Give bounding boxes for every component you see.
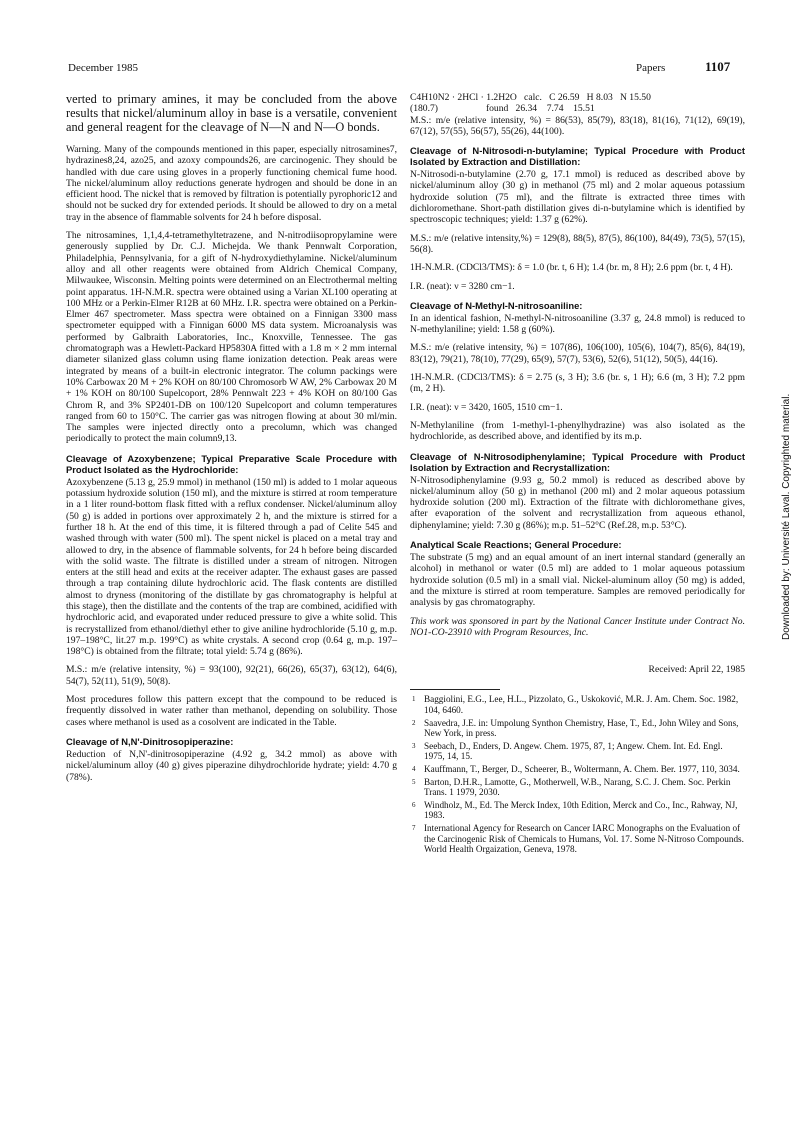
formula-line-calc: C4H10N2 · 2HCl · 1.2H2O calc. C 26.59 H 8.03 N 15.50 [410,92,651,103]
methylaniline-nmr: 1H-N.M.R. (CDCl3/TMS): δ = 2.75 (s, 3 H); 3.6 (br. s, 1 H); 6.6 (m, 3 H); 7.2 ppm (m, 2 H). [410,372,745,395]
footnote-number: 6 [412,800,416,809]
diphenylamine-heading: Cleavage of N-Nitrosodiphenylamine; Typical Procedure with Product Isolation by Extraction and Recrystallization: [410,450,745,473]
methylaniline-ir: I.R. (neat): ν = 3420, 1605, 1510 cm−1. [410,401,563,413]
methylaniline-heading: Cleavage of N-Methyl-N-nitrosoaniline: [410,299,583,311]
footnote-text: Barton, D.H.R., Lamotte, G., Motherwell, W.B., Narang, S.C. J. Chem. Soc. Perkin Trans. 1 1979, 2030. [424,776,731,798]
azoxy-heading: Cleavage of Azoxybenzene; Typical Preparative Scale Procedure with Product Isolated as the Hydrochloride: [66,452,397,475]
analytical-procedure: The substrate (5 mg) and an equal amount of an inert internal standard (generally an alcohol) in methanol or water (0.5 ml) are added to 1 molar aqueous potassium hydroxide solution (0.5 ml) in a small vial. Nickel-aluminum alloy (50 mg) is added, and the mixture is stirred at room temperature. Samples are removed periodically for analysis by gas chromatography. [410,552,745,609]
footnote [410,777,745,798]
header-date: December 1985 [68,62,138,74]
butylamine-ir: I.R. (neat): ν = 3280 cm−1. [410,280,515,292]
footnote [410,764,745,775]
footnote-number: 2 [412,718,416,727]
footnote-number: 5 [412,777,416,786]
intro-paragraph: verted to primary amines, it may be concluded from the above results that nickel/aluminum alloy in base is a versatile, convenient and general reagent for the cleavage of N—N and N—O bonds. [66,92,397,134]
acknowledgement: This work was sponsored in part by the National Cancer Institute under Contract No. NO1-CO-23910 with Program Resources, Inc. [410,615,745,638]
butylamine-heading: Cleavage of N-Nitrosodi-n-butylamine; Typical Procedure with Product Isolated by Extraction and Distillation: [410,145,745,168]
footnote-text: International Agency for Research on Cancer IARC Monographs on the Evaluation of the Carcinogenic Risk of Chemicals to Humans, Vol. 17. Some N-Nitroso Compounds. World Health Orgaization, Geneva, 1978. [424,822,744,855]
footnote [410,694,745,715]
piperazine-ms: M.S.: m/e (relative intensity, %) = 86(53), 85(79), 83(18), 81(16), 71(12), 69(19), 67(12), 57(55), 56(57), 55(26), 44(100). [410,114,745,137]
butylamine-ms: M.S.: m/e (relative intensity,%) = 129(8), 88(5), 87(5), 86(100), 84(49), 73(5), 57(15), 56(8). [410,232,745,255]
methylaniline-ms: M.S.: m/e (relative intensity, %) = 107(86), 106(100), 105(6), 104(7), 85(6), 84(19), 83(12), 79(21), 78(10), 77(29), 65(9), 57(7), 53(6), 52(6), 51(12), 50(5), 44(16). [410,342,745,365]
footnote [410,741,745,762]
footnote-number: 7 [412,823,416,832]
methylaniline-procedure: In an identical fashion, N-methyl-N-nitrosoaniline (3.37 g, 24.8 mmol) is reduced to N-methylaniline; yield: 1.58 g (60%). [410,312,745,336]
page-number: 1107 [705,59,731,74]
analytical-heading: Analytical Scale Reactions; General Procedure: [410,539,622,551]
footnote [410,800,745,821]
footnote-number: 4 [412,764,416,773]
received-date: Received: April 22, 1985 [648,664,745,676]
download-notice: Downloaded by: Université Laval. Copyrighted material. [781,393,792,640]
diphenylamine-procedure: N-Nitrosodiphenylamine (9.93 g, 50.2 mmol) is reduced as described above by nickel/aluminum alloy (50 g) in methanol (200 ml) and 2 molar aqueous potassium hydroxide solution (200 ml). Extraction of the filtrate with dichloromethane gives, after evaporation of the solvent and recrystallization from aqueous ethanol, diphenylamine; yield: 7.30 g (86%); m.p. 51–52°C (Ref.28, m.p. 53°C). [410,474,745,531]
materials-paragraph: The nitrosamines, 1,1,4,4-tetramethyltetrazene, and N-nitrodiisopropylamine were generously supplied by Dr. C.J. Michejda. We thank Pennwalt Corporation, Philadelphia, Pennsylvania, for a gift of N-hydroxydiethylamine. Nickel/aluminum alloy and all other reagents were obtained from Aldrich Chemical Company, Milwaukee, Wisconsin. Melting points were determined on an Electrothermal melting point apparatus. 1H-N.M.R. spectra were obtained using a Varian XL100 operating at 100 MHz or a Perkin-Elmer R12B at 60 MHz. I.R. spectra were obtained on a Perkin-Elmer 467 spectrometer. Mass spectra were obtained on a Finnigan 3300 mass spectrometer equipped with a Finnigan 6000 MS data system. Microanalysis was performed by Galbraith Laboratories, Inc., Knoxville, Tennessee. The gas chromatograph was a Hewlett-Packard HP5830A fitted with a 1.8 m × 2 mm internal diameter silanized glass column using flame ionization detection. Peak areas were integrated by means of a built-in electronic integrator. The column packings were 10% Carbowax 20 M + 2% KOH on 80/100 Chromosorb W AW, 2% Carbowax 20 M + 1% KOH on 80/100 Supelcoport, 28% Pennwalt 223 + 4% KOH on 80/100 Gas Chrom R, and 3% SP2401-DB on 100/120 Supelcoport and column temperatures ranged from 60 to 150°C. The carrier gas was nitrogen flowing at about 30 ml/min. The samples were injected directly onto a precolumn, which was changed periodically to protect the main column9,13. [66,230,397,445]
azoxy-ms: M.S.: m/e (relative intensity, %) = 93(100), 92(21), 66(26), 65(37), 63(12), 64(6), 54(7), 52(11), 51(9), 50(8). [66,664,397,687]
footnote-text: Kauffmann, T., Berger, D., Scheerer, B., Woltermann, A. Chem. Ber. 1977, 110, 3034. [424,763,740,774]
formula-line-found: (180.7) found 26.34 7.74 15.51 [410,103,595,115]
butylamine-nmr: 1H-N.M.R. (CDCl3/TMS): δ = 1.0 (br. t, 6 H); 1.4 (br. m, 8 H); 2.6 ppm (br. t, 4 H). [410,262,733,274]
footnote [410,718,745,739]
footnote-text: Windholz, M., Ed. The Merck Index, 10th Edition, Merck and Co., Inc., Rahway, NJ, 1983. [424,799,738,821]
footnote [410,823,745,855]
header-journal: Papers [636,62,666,74]
butylamine-procedure: N-Nitrosodi-n-butylamine (2.70 g, 17.1 mmol) is reduced as described above by nickel/aluminum alloy (30 g) in methanol (75 ml) and 2 molar aqueous potassium hydroxide solution (75 ml), and the filtrate is extracted three times with dichloromethane. Short-path distillation gives di-n-butylamine which is identified by spectroscopic techniques; yield: 1.37 g (62%). [410,169,745,226]
dinitroso-heading: Cleavage of N,N'-Dinitrosopiperazine: [66,735,234,747]
dinitroso-procedure: Reduction of N,N'-dinitrosopiperazine (4.92 g, 34.2 mmol) as above with nickel/aluminum alloy (40 g) gives piperazine dihydrochloride hydrate; yield: 4.70 g (78%). [66,748,397,783]
left-column [66,92,397,790]
methylaniline-note: N-Methylaniline (from 1-methyl-1-phenylhydrazine) was also isolated as the hydrochloride, as described above, and identified by its m.p. [410,419,745,443]
footnote-divider [410,689,500,690]
most-procedures-paragraph: Most procedures follow this pattern except that the compound to be reduced is frequently dissolved in water rather than methanol, depending on solubility. Those cases where methanol is used as a cosolvent are indicated in the Table. [66,694,397,728]
footnote-text: Saavedra, J.E. in: Umpolung Synthon Chemistry, Hase, T., Ed., John Wiley and Sons, New York, in press. [424,717,739,739]
azoxy-procedure: Azoxybenzene (5.13 g, 25.9 mmol) in methanol (150 ml) is added to 1 molar aqueous potassium hydroxide solution (150 ml), and the mixture is stirred at room temperature in a 1 liter round-bottom flask fitted with a reflux condenser. Nickel/aluminum alloy (50 g) is added in portions over approximately 2 h, and the mixture is stirred for a further 18 h. At the end of this time, it is filtered through a pad of Celite 545 and washed through with water (500 ml). The spent nickel is placed on a metal tray and allowed to dry, in the absence of flammable solvents, for 24 h before being discarded with the solid waste. The filtrate is distilled under a stream of nitrogen. Nitrogen enters at the still head and exits at the receiver adapter. The exhaust gases are passed through a trap containing dilute hydrochloric acid. The flask contents are distilled almost to dryness (monitoring of the distillate by gas chromatography is helpful at this stage), then the distillate and the contents of the trap are combined, acidified with hydrochloric acid, and evaporated under reduced pressure to give a white solid. This is recrystallized from ethanol/diethyl ether to give aniline hydrochloride (5.10 g, m.p. 197–198°C, lit.27 m.p. 199°C) as white crystals. A second crop (0.64 g, m.p. 197–198°C) is obtained from the filtrate; total yield: 5.74 g (86%). [66,476,397,658]
footnote-text: Seebach, D., Enders, D. Angew. Chem. 1975, 87, 1; Angew. Chem. Int. Ed. Engl. 1975, 14, 15. [424,740,723,762]
footnote-list [410,694,745,854]
footnote-number: 3 [412,741,416,750]
footnote-text: Baggiolini, E.G., Lee, H.L., Pizzolato, G., Uskoković, M.R. J. Am. Chem. Soc. 1982, 104, 6460. [424,694,739,715]
warning-paragraph: Warning. Many of the compounds mentioned in this paper, especially nitrosamines7, hydrazines8,24, azo25, and azoxy compounds26, are carcinogenic. They should be handled with due care using gloves in a properly functioning chemical fume hood. The nickel/aluminum alloy reductions generate hydrogen and should be done in an efficient hood. The nickel that is removed by filtration is potentially pyrophoric12 and should not be sucked dry for extended periods. It should be allowed to dry on a metal tray in the absence of flammable solvents for 24 h before disposal. [66,144,397,223]
footnote-number: 1 [412,695,416,704]
right-column [410,92,745,857]
